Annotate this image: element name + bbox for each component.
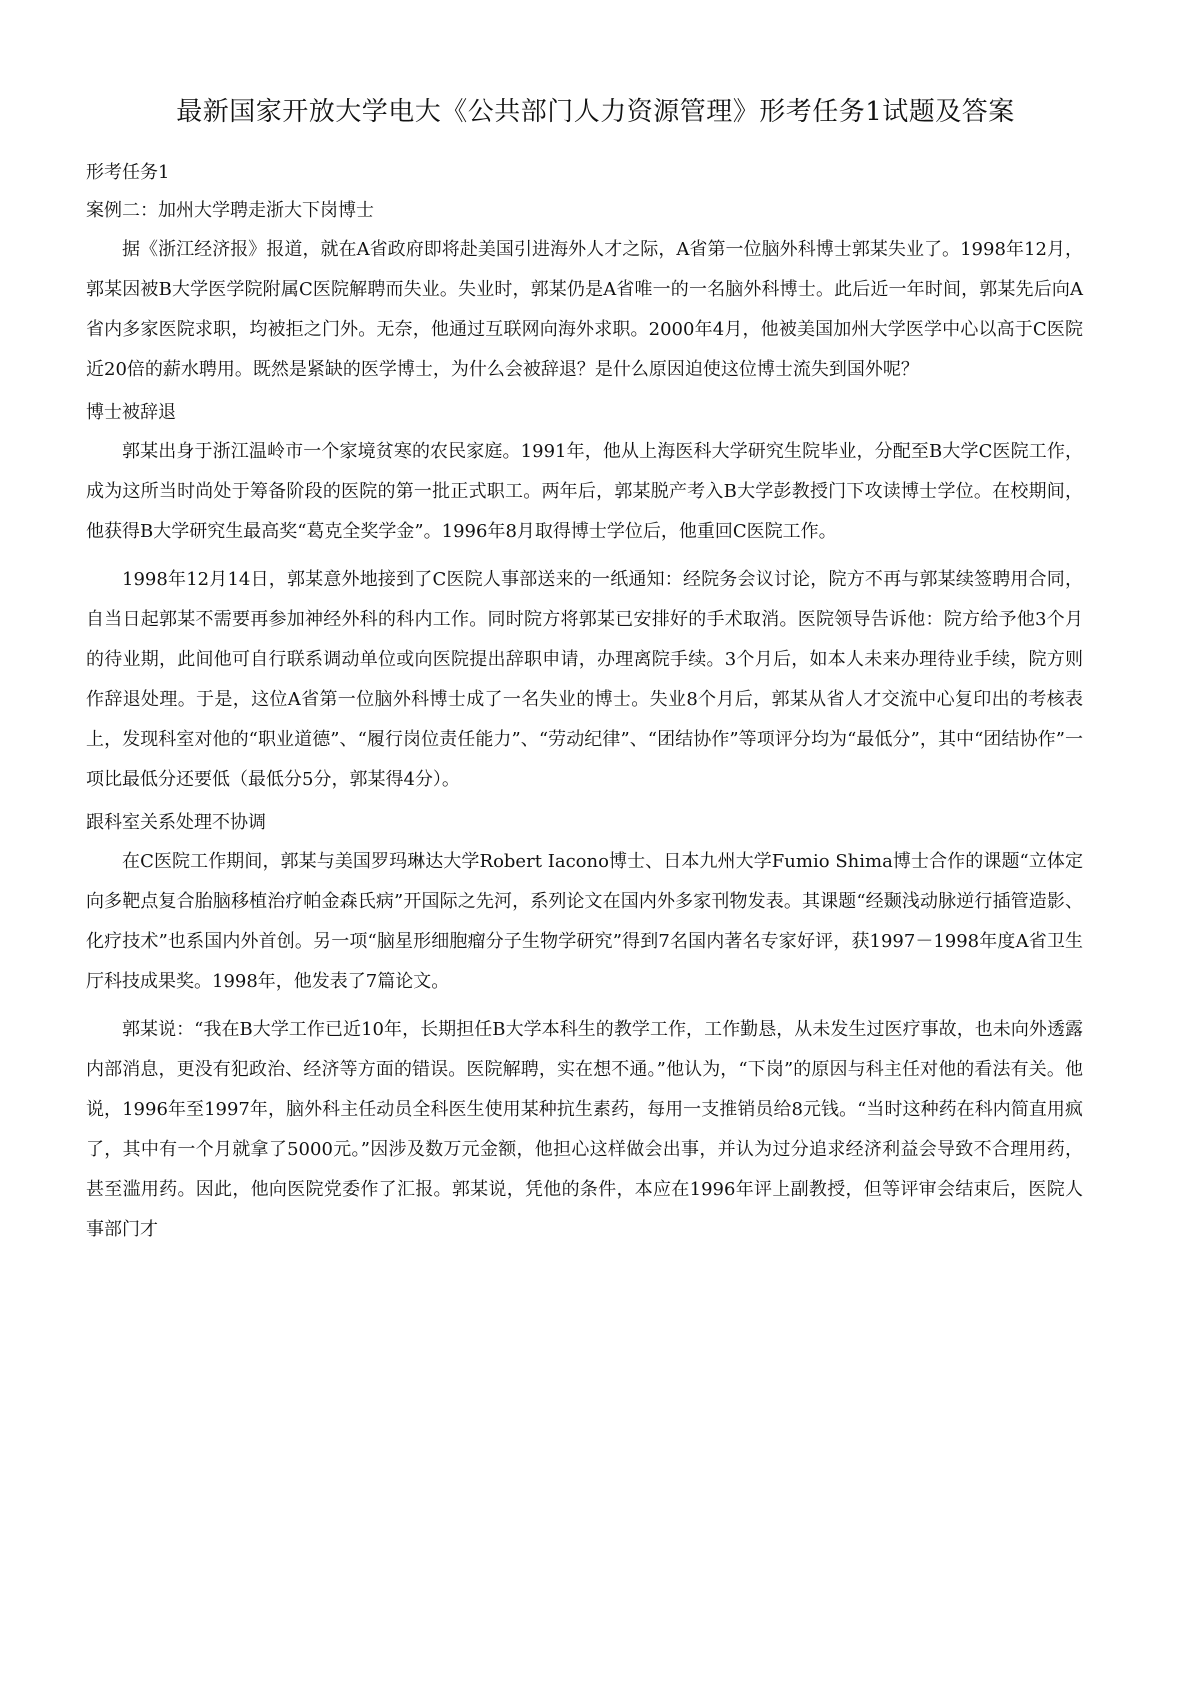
section-heading-dismissed: 博士被辞退 [86,402,176,423]
case-label: 案例二：加州大学聘走浙大下岗博士 [86,200,374,221]
document-title: 最新国家开放大学电大《公共部门人力资源管理》形考任务1试题及答案 [176,97,1015,127]
body-paragraph: 郭某出身于浙江温岭市一个家境贫寒的农民家庭。1991年，他从上海医科大学研究生院毕业，分配至B大学C医院工作，成为这所当时尚处于筹备阶段的医院的第一批正式职工。两年后，郭某脱产考入B大学彭教授门下攻读博士学位。在校期间，他获得B大学研究生最高奖“葛克全奖学金”。1996年8月取得博士学位后，他重回C医院工作。 [86,441,1083,542]
section-heading-relations: 跟科室关系处理不协调 [86,812,266,833]
body-paragraph: 郭某说：“我在B大学工作已近10年，长期担任B大学本科生的教学工作，工作勤恳，从未发生过医疗事故，也未向外透露内部消息，更没有犯政治、经济等方面的错误。医院解聘，实在想不通。”他认为，“下岗”的原因与科主任对他的看法有关。他说，1996年至1997年，脑外科主任动员全科医生使用某种抗生素药，每用一支推销员给8元钱。“当时这种药在科内简直用疯了，其中有一个月就拿了5000元。”因涉及数万元金额，他担心这样做会出事，并认为过分追求经济利益会导致不合理用药，甚至滥用药。因此，他向医院党委作了汇报。郭某说，凭他的条件，本应在1996年评上副教授，但等评审会结束后，医院人事部门才 [86,1019,1083,1240]
body-paragraph: 在C医院工作期间，郭某与美国罗玛琳达大学Robert Iacono博士、日本九州大学Fumio Shima博士合作的课题“立体定向多靶点复合胎脑移植治疗帕金森氏病”开国际之先河，系列论文在国内外多家刊物发表。其课题“经颞浅动脉逆行插管造影、化疗技术”也系国内外首创。另一项“脑星形细胞瘤分子生物学研究”得到7名国内著名专家好评，获1997－1998年度A省卫生厅科技成果奖。1998年，他发表了7篇论文。 [86,851,1083,992]
task-label: 形考任务1 [86,162,170,183]
body-paragraph: 1998年12月14日，郭某意外地接到了C医院人事部送来的一纸通知：经院务会议讨论，院方不再与郭某续签聘用合同，自当日起郭某不需要再参加神经外科的科内工作。同时院方将郭某已安排好的手术取消。医院领导告诉他：院方给予他3个月的待业期，此间他可自行联系调动单位或向医院提出辞职申请，办理离院手续。3个月后，如本人未来办理待业手续，院方则作辞退处理。于是，这位A省第一位脑外科博士成了一名失业的博士。失业8个月后，郭某从省人才交流中心复印出的考核表上，发现科室对他的“职业道德”、“履行岗位责任能力”、“劳动纪律”、“团结协作”等项评分均为“最低分”，其中“团结协作”一项比最低分还要低（最低分5分，郭某得4分）。 [86,569,1083,790]
intro-paragraph: 据《浙江经济报》报道，就在A省政府即将赴美国引进海外人才之际，A省第一位脑外科博士郭某失业了。1998年12月，郭某因被B大学医学院附属C医院解聘而失业。失业时，郭某仍是A省唯一的一名脑外科博士。此后近一年时间，郭某先后向A省内多家医院求职，均被拒之门外。无奈，他通过互联网向海外求职。2000年4月，他被美国加州大学医学中心以高于C医院近20倍的薪水聘用。既然是紧缺的医学博士，为什么会被辞退？是什么原因迫使这位博士流失到国外呢？ [86,239,1083,380]
